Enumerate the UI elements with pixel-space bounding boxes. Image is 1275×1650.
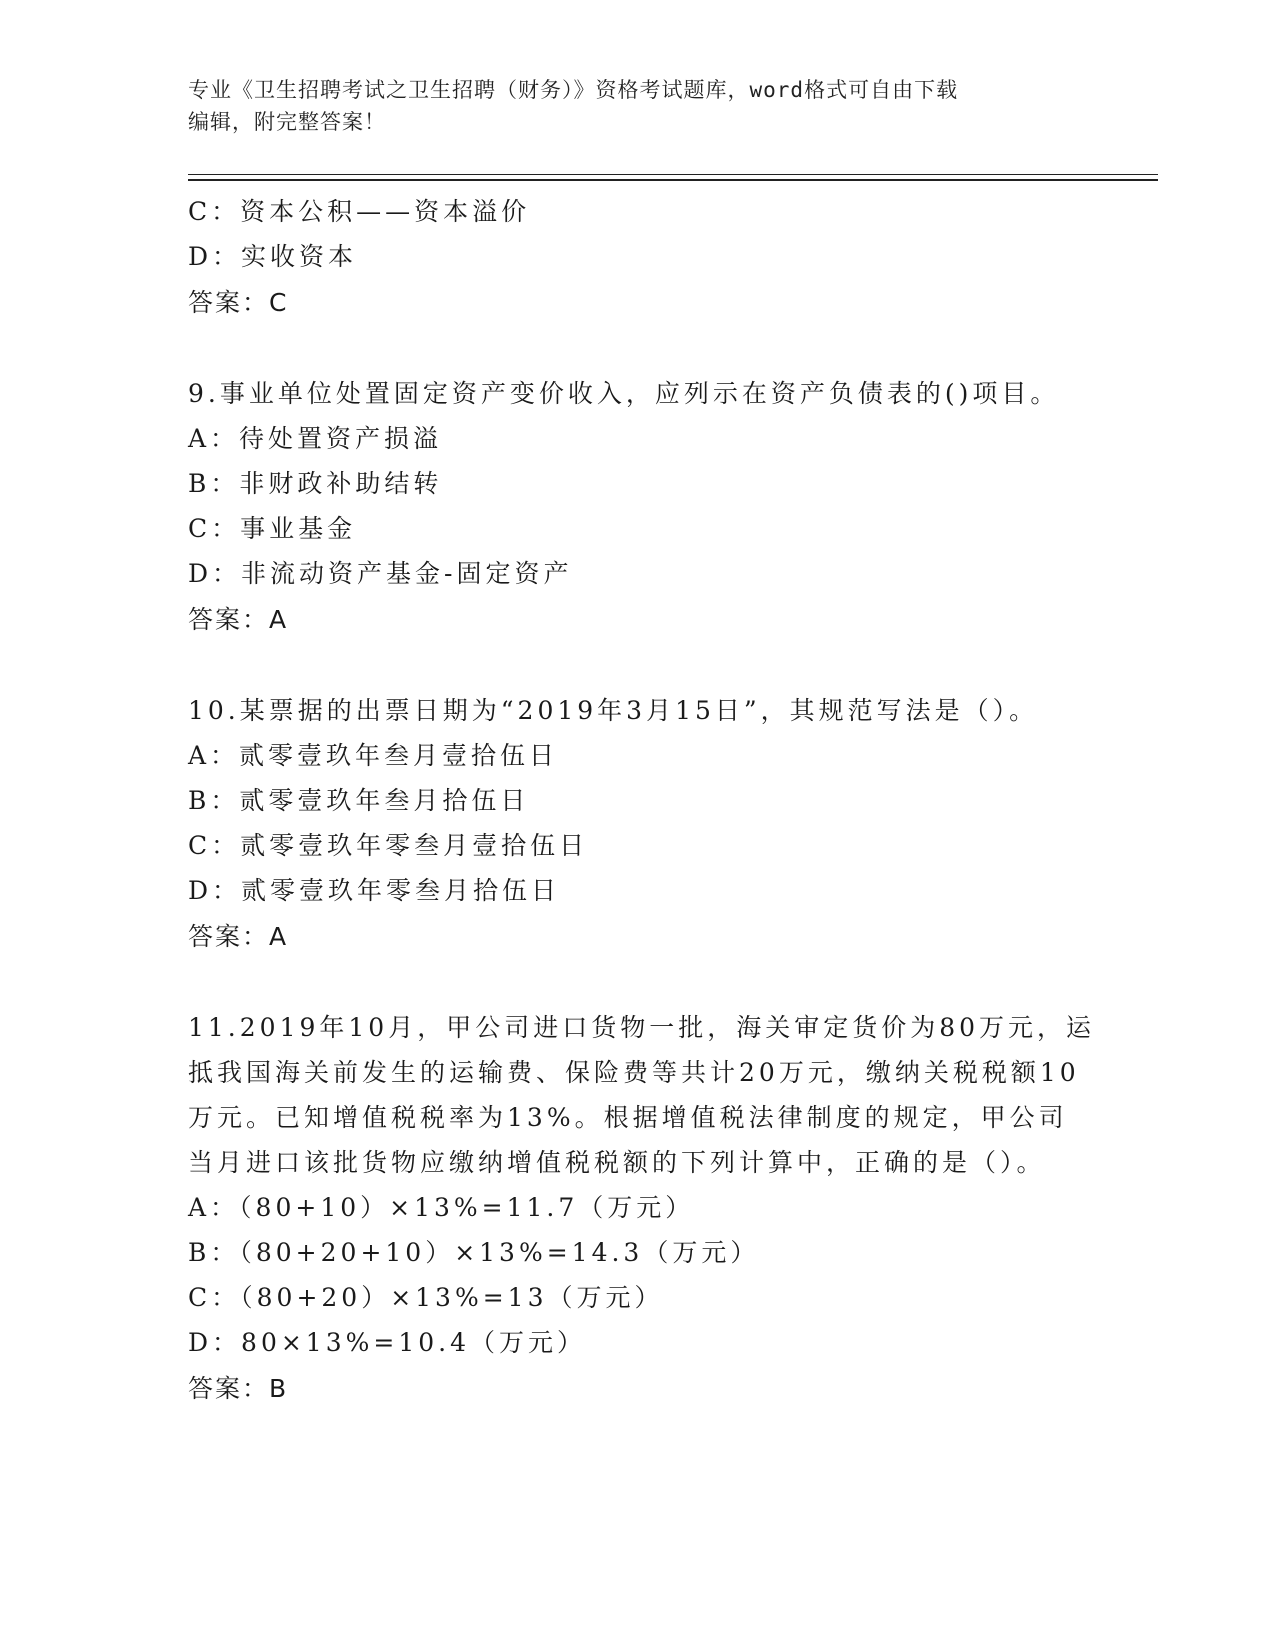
header-rule-thin: [188, 174, 1158, 175]
q11-question-line-4: 当月进口该批货物应缴纳增值税税额的下列计算中，正确的是（）。: [188, 1148, 1046, 1177]
q11-option-a: A：（80+10）×13%=11.7（万元）: [188, 1193, 695, 1222]
document-header: [188, 74, 1088, 138]
header-line-2: 编辑，附完整答案！: [188, 110, 386, 134]
q10-option-a: A：贰零壹玖年叁月壹拾伍日: [188, 741, 559, 770]
q9-answer: 答案：A: [188, 605, 289, 634]
header-line-1: 专业《卫生招聘考试之卫生招聘（财务）》资格考试题库，word格式可自由下载: [188, 78, 959, 102]
q10-option-d: D：贰零壹玖年零叁月拾伍日: [188, 876, 561, 905]
q10-answer: 答案：A: [188, 922, 289, 951]
q9-option-b: B：非财政补助结转: [188, 469, 443, 498]
q11-option-c: C：（80+20）×13%=13（万元）: [188, 1283, 664, 1312]
q11-answer: 答案：B: [188, 1374, 289, 1403]
q8-option-c: C：资本公积——资本溢价: [188, 197, 531, 226]
header-rule-thick: [188, 179, 1158, 181]
q10-question: 10.某票据的出票日期为“2019年3月15日”，其规范写法是（）。: [188, 696, 1039, 725]
q11-question-line-1: 11.2019年10月，甲公司进口货物一批，海关审定货价为80万元，运: [188, 1013, 1096, 1042]
q11-question-line-3: 万元。已知增值税税率为13%。根据增值税法律制度的规定，甲公司: [188, 1103, 1068, 1132]
q10-option-c: C：贰零壹玖年零叁月壹拾伍日: [188, 831, 589, 860]
q8-answer: 答案：C: [188, 288, 289, 317]
q11-option-b: B：（80+20+10）×13%=14.3（万元）: [188, 1238, 760, 1267]
q10-option-b: B：贰零壹玖年叁月拾伍日: [188, 786, 530, 815]
q11-question-line-2: 抵我国海关前发生的运输费、保险费等共计20万元，缴纳关税税额10: [188, 1058, 1080, 1087]
q9-option-a: A：待处置资产损溢: [188, 424, 443, 453]
q9-option-d: D：非流动资产基金-固定资产: [188, 559, 573, 588]
q9-question: 9.事业单位处置固定资产变价收入，应列示在资产负债表的()项目。: [188, 379, 1060, 408]
q9-option-c: C：事业基金: [188, 514, 357, 543]
q8-option-d: D：实收资本: [188, 242, 358, 271]
q11-option-d: D：80×13%=10.4（万元）: [188, 1328, 586, 1357]
